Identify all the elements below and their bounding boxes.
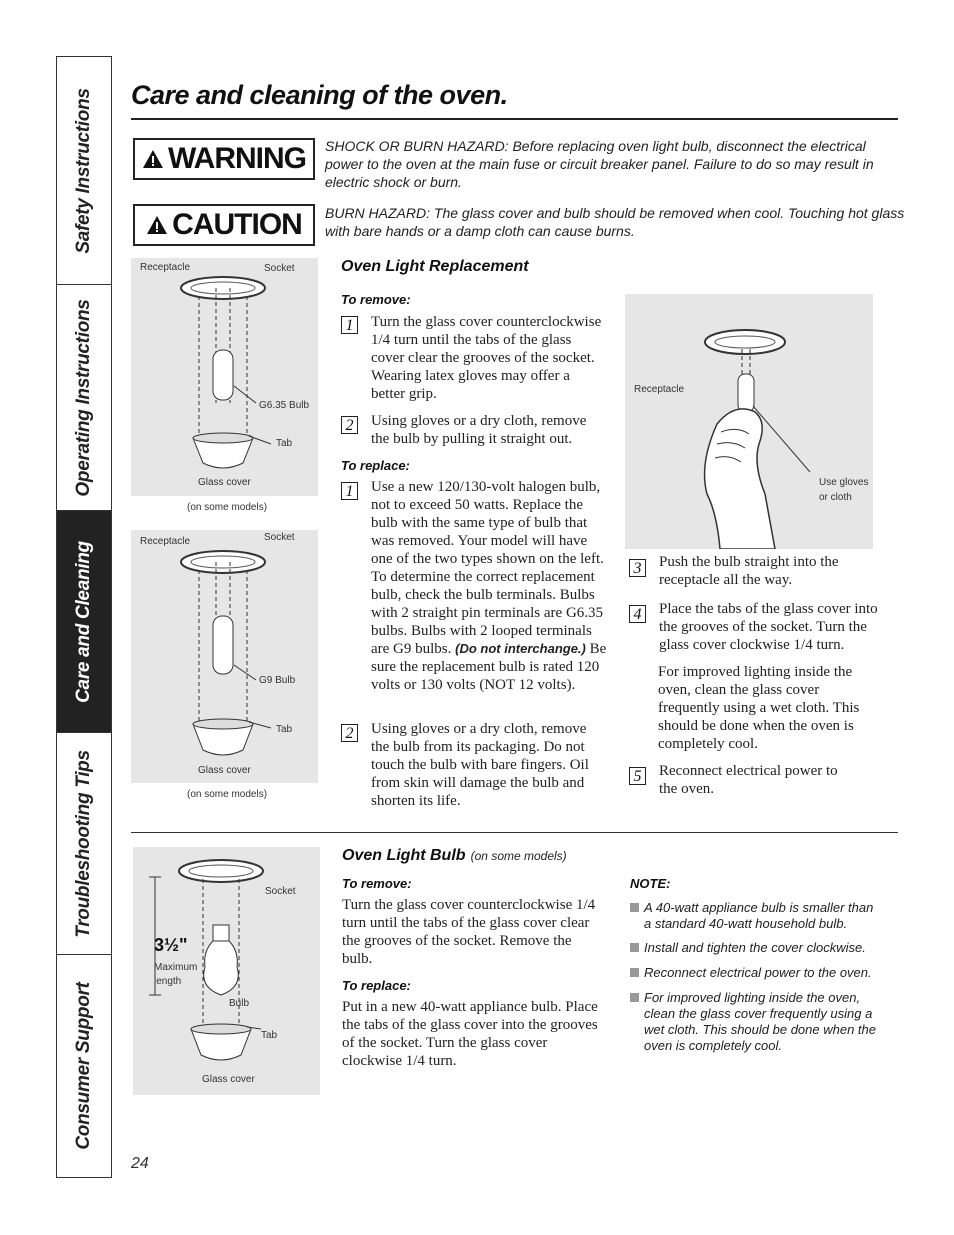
tab-label: Tab (276, 724, 293, 735)
step-number: 2 (341, 724, 358, 742)
tab-operating-instructions[interactable] (57, 285, 111, 511)
step-number: 3 (629, 559, 646, 577)
step-number: 2 (341, 416, 358, 434)
receptacle-label: Receptacle (634, 384, 685, 395)
bullet-marker (630, 968, 639, 977)
bullet-marker (630, 943, 639, 952)
step-number: 1 (341, 482, 358, 500)
bullet-marker (630, 993, 639, 1002)
replace-step-1 (371, 478, 607, 694)
tab-label: Safety Instructions (73, 87, 94, 254)
receptacle-label: Receptacle (140, 262, 191, 273)
bulb-label: G6.35 Bulb (259, 400, 310, 411)
do-not-interchange: (Do not interchange.) (455, 641, 586, 656)
socket-label: Socket (264, 532, 295, 543)
page-number: 24 (131, 1155, 149, 1172)
note-item: Install and tighten the cover clockwise. (644, 940, 866, 955)
note-item: A 40-watt appliance bulb is smaller than a standard 40-watt household bulb. (644, 900, 874, 931)
gloves-label: Use gloves or cloth (819, 477, 869, 503)
step-number: 1 (341, 316, 358, 334)
tab-label: Troubleshooting Tips (73, 749, 94, 938)
section-divider (131, 832, 898, 833)
caution-text: BURN HAZARD: The glass cover and bulb should be removed when cool. Touching hot glass with bare hands or a damp cloth can cause burns. (325, 205, 905, 239)
caution-label: CAUTION (172, 208, 302, 241)
tab-label: Tab (261, 1030, 278, 1041)
bullet-marker (630, 903, 639, 912)
step-5: Reconnect electrical power to the oven. (659, 763, 838, 797)
replace-step-1-tail: Be sure the replacement bulb is rated 120 volts or 130 volts (NOT 12 volts). (371, 641, 607, 693)
tab-troubleshooting-tips[interactable] (57, 733, 111, 955)
step-number: 5 (629, 767, 646, 785)
title-rule (131, 118, 898, 120)
replace-step-1-text: Use a new 120/130-volt halogen bulb, not to exceed 50 watts. Replace the bulb with the same type of bulb that was removed. Your model will have one of the two types shown on the left. To determine the correct replacement bulb, check the bulb terminals. Bulbs with 2 straight pin terminals are G6.35 bulbs. Bulbs with 2 looped terminals are G9 bulbs. (371, 479, 604, 657)
note-item: For improved lighting inside the oven, clean the glass cover frequently using a wet cloth. This should be done when the oven is completely cool. (644, 990, 876, 1053)
to-remove-heading: To remove: (342, 876, 412, 891)
receptacle-label: Receptacle (140, 536, 191, 547)
page-title: Care and cleaning of the oven. (131, 80, 508, 110)
hand-holding-bulb-illustration (625, 294, 873, 549)
warning-triangle-icon (142, 149, 164, 169)
tab-label: Consumer Support (73, 982, 94, 1150)
section-tabs (56, 56, 112, 1178)
warning-badge (133, 138, 315, 180)
bulb-label: G9 Bulb (259, 675, 296, 686)
tab-label: Tab (276, 438, 293, 449)
bulb-remove-text: Turn the glass cover counterclockwise 1/4 turn until the tabs of the glass cover clear the grooves of the socket. Remove the bulb. (342, 897, 596, 967)
bulb-section-suffix: (on some models) (470, 849, 567, 863)
warning-text: SHOCK OR BURN HAZARD: Before replacing oven light bulb, disconnect the electrical power to the oven at the main fuse or circuit breaker panel. Failure to do so may result in electric shock or burn. (325, 138, 874, 190)
tab-label: Operating Instructions (73, 298, 94, 497)
bulb-label: Bulb (229, 998, 250, 1009)
caution-badge (133, 204, 315, 246)
tab-label: Care and Cleaning (73, 540, 94, 703)
remove-step-2: Using gloves or a dry cloth, remove the bulb by pulling it straight out. (371, 413, 587, 447)
warning-label: WARNING (168, 142, 306, 175)
g9-bulb-diagram (131, 530, 318, 783)
bulb-section-heading-row (342, 845, 567, 865)
socket-label: Socket (264, 263, 295, 274)
to-remove-heading: To remove: (341, 292, 411, 307)
g635-bulb-illustration (131, 258, 318, 496)
socket-label: Socket (265, 886, 296, 897)
section-heading: Oven Light Replacement (341, 258, 529, 275)
bulb-size-label: 3½" (154, 935, 188, 955)
tab-care-and-cleaning[interactable] (57, 511, 111, 733)
note-item: Reconnect electrical power to the oven. (644, 965, 872, 980)
glass-cover-label: Glass cover (202, 1074, 255, 1085)
g635-bulb-diagram (131, 258, 318, 496)
step-3: Push the bulb straight into the receptacle all the way. (659, 554, 839, 588)
bulb-section-heading: Oven Light Bulb (342, 847, 466, 864)
to-replace-heading: To replace: (341, 458, 410, 473)
max-length-label: Maximum length (154, 962, 198, 987)
g9-bulb-illustration (131, 530, 318, 783)
hand-bulb-diagram (625, 294, 873, 549)
to-replace-heading: To replace: (342, 978, 411, 993)
appliance-bulb-diagram (133, 847, 320, 1095)
tab-consumer-support[interactable] (57, 955, 111, 1177)
note-heading: NOTE: (630, 876, 671, 891)
bulb-replace-text: Put in a new 40-watt appliance bulb. Place the tabs of the glass cover into the grooves of the socket. Turn the glass cover clockwise 1/4 turn. (342, 999, 598, 1069)
figure-caption: (on some models) (187, 502, 268, 513)
replace-step-2: Using gloves or a dry cloth, remove the bulb from its packaging. Do not touch the bulb with bare fingers. Oil from skin will damage the bulb and shorten its life. (371, 721, 589, 809)
lighting-note: For improved lighting inside the oven, clean the glass cover frequently using a wet cloth. This should be done when the oven is completely cool. (658, 664, 860, 752)
glass-cover-label: Glass cover (198, 477, 251, 488)
step-number: 4 (629, 605, 646, 623)
figure-caption: (on some models) (187, 789, 268, 800)
remove-step-1: Turn the glass cover counterclockwise 1/4 turn until the tabs of the glass cover clear the grooves of the socket. Wearing latex gloves may offer a better grip. (371, 314, 602, 402)
tab-safety-instructions[interactable] (57, 57, 111, 285)
warning-triangle-icon (146, 215, 168, 235)
glass-cover-label: Glass cover (198, 765, 251, 776)
step-4: Place the tabs of the glass cover into the grooves of the socket. Turn the glass cover clockwise 1/4 turn. (659, 601, 878, 653)
